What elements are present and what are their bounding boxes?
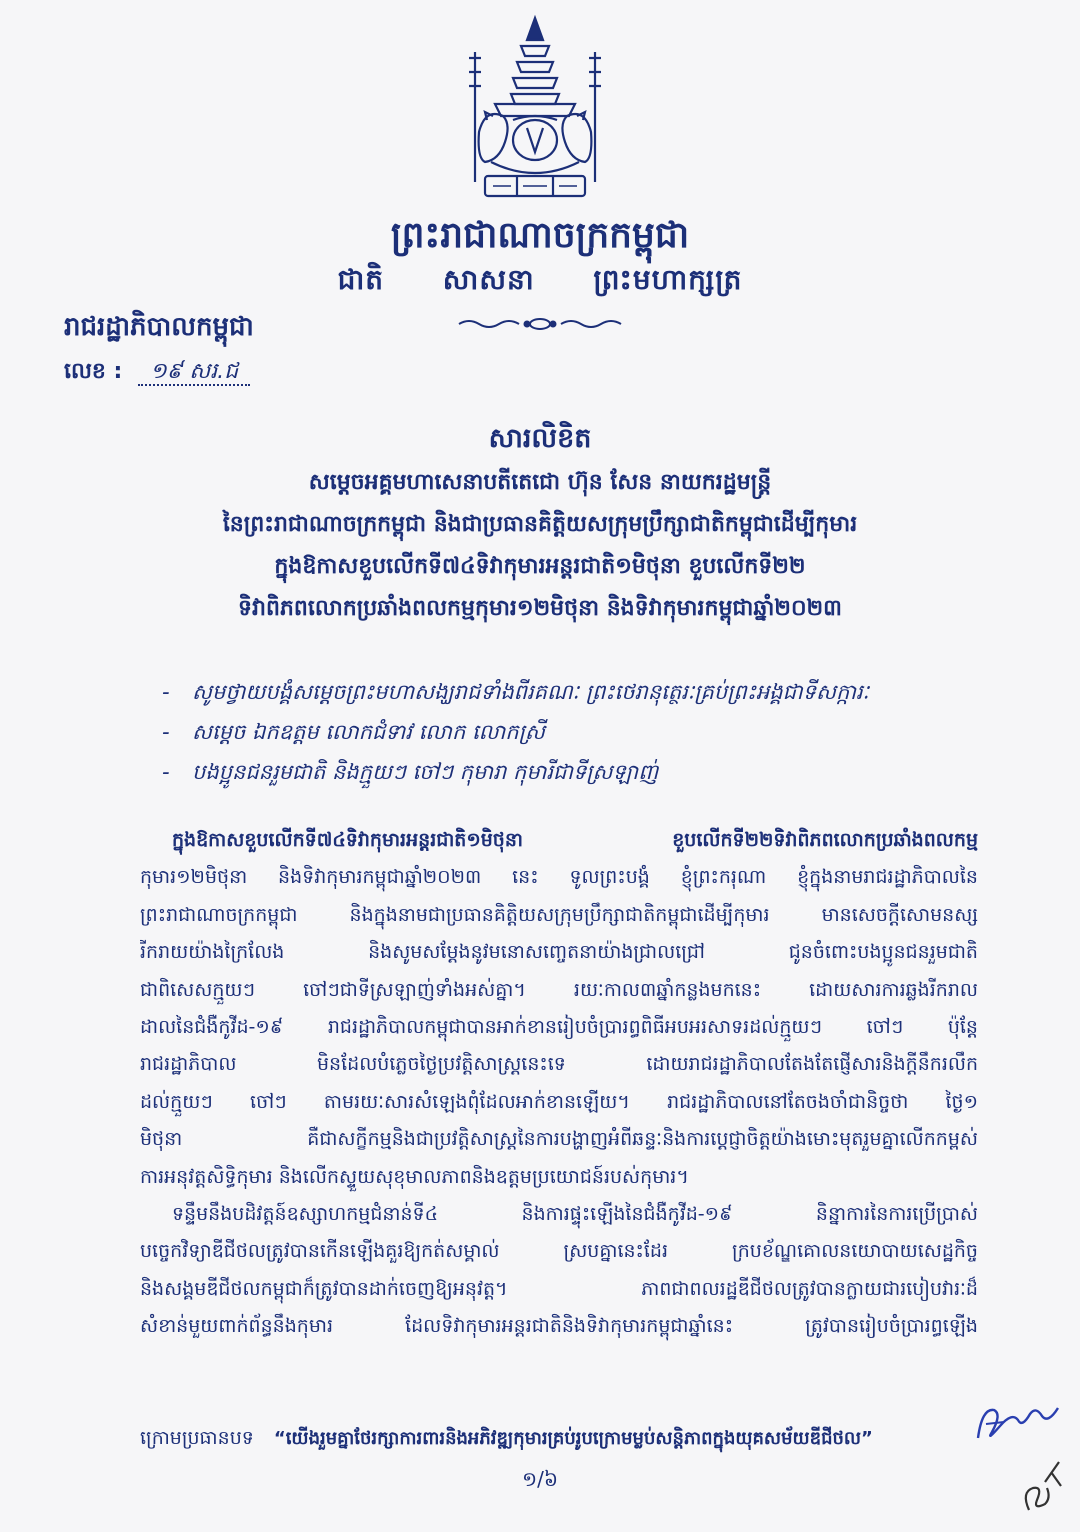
document-number-label: លេខ : [64, 359, 123, 384]
motto-king: ព្រះមហាក្សត្រ [593, 263, 743, 296]
title-line-3: ក្នុងឱកាសខួបលើកទី៧៤ទិវាកុមារអន្តរជាតិ១មិថុនា ខួបលើកទី២២ [274, 553, 806, 579]
salutation-item: - សូមថ្វាយបង្គំសម្ដេចព្រះមហាសង្ឃរាជទាំងពីរគណៈ ព្រះថេរានុត្ថេរៈគ្រប់ព្រះអង្គជាទីសក្ការៈ [162, 680, 870, 704]
paragraph-line: កុមារ១២មិថុនា និងទិវាកុមារកម្ពុជាឆ្នាំ២០២៣ នេះ ទូលព្រះបង្គំ ខ្ញុំព្រះករុណា ខ្ញុំក្នុងនាមរាជរដ្ឋាភិបាលនៃ [140, 866, 978, 889]
title-line-1: សម្ដេចអគ្គមហាសេនាបតីតេជោ ហ៊ុន សែន នាយករដ្ឋមន្ត្រី [308, 469, 772, 495]
motto-religion: សាសនា [442, 263, 535, 296]
page-number: ១/៦ [521, 1467, 559, 1491]
paragraph-line: បច្ចេកវិទ្យាឌីជីថលត្រូវបានកើនឡើងគួរឱ្យកត់សម្គាល់ ស្របគ្នានេះដែរ ក្របខ័ណ្ឌគោលនយោបាយសេដ្ឋកិច្ច [140, 1240, 978, 1263]
paragraph-line: ការអនុវត្តសិទ្ធិកុមារ និងលើកស្ទួយសុខុមាលភាពនិងឧត្តមប្រយោជន៍របស់កុមារ។ [140, 1165, 689, 1188]
paragraph-line: រាជរដ្ឋាភិបាល មិនដែលបំភ្លេចថ្ងៃប្រវត្តិសាស្ត្រនេះទេ ដោយរាជរដ្ឋាភិបាលតែងតែផ្ញើសារនិងក្តីនឹករលឹក [140, 1053, 978, 1076]
paragraph-line: ដល់ក្មួយៗ ចៅៗ តាមរយៈសារសំឡេងពុំដែលអាក់ខានឡើយ។ រាជរដ្ឋាភិបាលនៅតែចងចាំជានិច្ចថា ថ្ងៃ១ [140, 1090, 978, 1113]
title-line-2: នៃព្រះរាជាណាចក្រកម្ពុជា និងជាប្រធានគិត្តិយសក្រុមប្រឹក្សាជាតិកម្ពុជាដើម្បីកុមារ [222, 511, 858, 537]
paragraph-line: ទន្ទឹមនឹងបដិវត្តន៍ឧស្សាហកម្មជំនាន់ទី៤ និងការផ្ទុះឡើងនៃជំងឺកូវីដ-១៩ និន្នាការនៃការប្រើប្រាស់ [172, 1203, 978, 1226]
paragraph-line: ក្នុងឱកាសខួបលើកទី៧៤ទិវាកុមារអន្តរជាតិ១មិថុនា ខួបលើកទី២២ទិវាពិភពលោកប្រឆាំងពលកម្ម [172, 829, 978, 851]
motto-nation: ជាតិ [337, 263, 385, 296]
paragraph-line: ជាពិសេសក្មួយៗ ចៅៗជាទីស្រឡាញ់ទាំងអស់គ្នា។ រយៈកាល៣ឆ្នាំកន្លងមកនេះ ដោយសារការឆ្លងរីករាល [140, 978, 978, 1001]
initials-signature [972, 1398, 1062, 1448]
theme-line [140, 1419, 1020, 1458]
paragraph-line: សំខាន់មួយពាក់ព័ន្ធនឹងកុមារ ដែលទិវាកុមារអន្តរជាតិនិងទិវាកុមារកម្ពុជាឆ្នាំនេះ ត្រូវបានរៀបចំប្រារព្ធឡើង [140, 1315, 978, 1338]
salutation-item: - បងប្អូនជនរួមជាតិ និងក្មួយៗ ចៅៗ កុមារា កុមារីជាទីស្រឡាញ់ [162, 760, 659, 784]
paragraph-line: រីករាយយ៉ាងក្រៃលែង និងសូមសម្ដែងនូវមនោសញ្ចេតនាយ៉ាងជ្រាលជ្រៅ ជូនចំពោះបងប្អូនជនរួមជាតិ [140, 941, 978, 964]
kingdom-name: ព្រះរាជាណាចក្រកម្ពុជា [390, 214, 690, 256]
national-motto [0, 262, 1080, 303]
letter-body [140, 822, 978, 1346]
paragraph-line: មិថុនា គឺជាសក្ខីកម្មនិងជាប្រវត្តិសាស្ត្រនៃការបង្ហាញអំពីឆន្ទៈនិងការប្ដេជ្ញាចិត្តយ៉ាងមោះមុតរួមគ្នាលើកកម្ពស់ [140, 1128, 978, 1151]
theme-title: “យើងរួមគ្នាថែរក្សាការពារនិងអភិវឌ្ឍកុមារគ្រប់រូបក្រោមម្លប់សន្តិភាពក្នុងយុគសម័យឌីជីថល” [273, 1428, 873, 1449]
document-heading: សារលិខិត [488, 423, 592, 454]
title-line-4: ទិវាពិភពលោកប្រឆាំងពលកម្មកុមារ១២មិថុនា និងទិវាកុមារកម្ពុជាឆ្នាំ២០២៣ [238, 595, 842, 621]
theme-prefix: ក្រោមប្រធានបទ [140, 1427, 254, 1449]
decorative-divider [455, 316, 625, 332]
salutation-item: - សម្ដេច ឯកឧត្តម លោកជំទាវ លោក លោកស្រី [162, 720, 545, 744]
paragraph-line: និងសង្គមឌីជីថលកម្ពុជាក៏ត្រូវបានដាក់ចេញឱ្យអនុវត្ត។ ភាពជាពលរដ្ឋឌីជីថលត្រូវបានក្លាយជារបៀបវារៈដ៏ [140, 1277, 978, 1300]
paragraph-line: ដាលនៃជំងឺកូវីដ-១៩ រាជរដ្ឋាភិបាលកម្ពុជាបានអាក់ខានរៀបចំប្រារព្ធពិធីអបអរសាទរដល់ក្មួយៗ ចៅៗ ប៉ុន្តែ [140, 1016, 978, 1039]
government-name: រាជរដ្ឋាភិបាលកម្ពុជា [64, 312, 254, 342]
royal-emblem [455, 12, 615, 212]
document-number [64, 357, 250, 389]
paragraph-line: ព្រះរាជាណាចក្រកម្ពុជា និងក្នុងនាមជាប្រធានគិត្តិយសក្រុមប្រឹក្សាជាតិកម្ពុជាដើម្បីកុមារ មានសេចក្ដីសោមនស្ស [140, 903, 978, 926]
salutation-list [162, 672, 1012, 792]
document-number-value: ១៩ សរ.ជ [138, 359, 250, 386]
